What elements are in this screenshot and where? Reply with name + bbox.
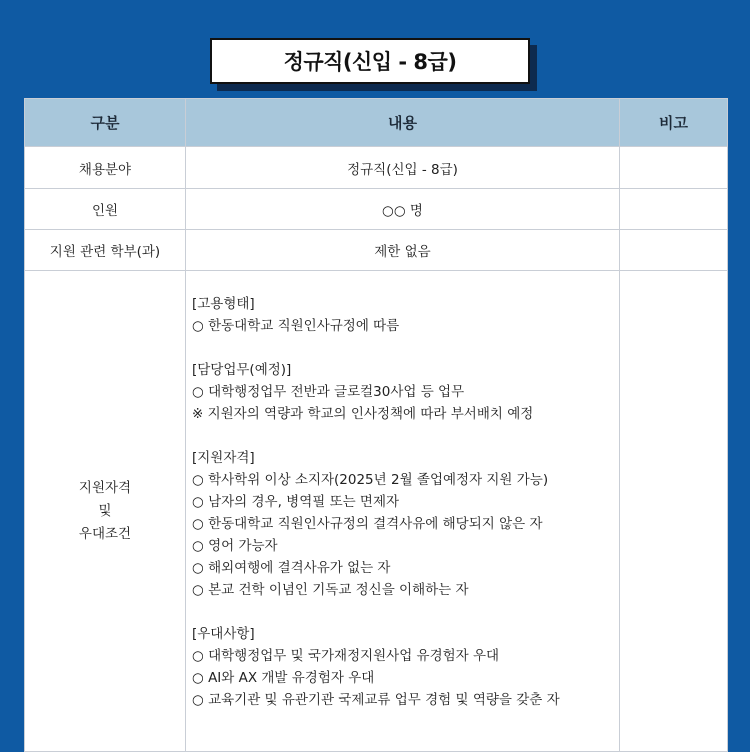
table-row xyxy=(25,230,728,271)
category-line: 지원자격 xyxy=(78,479,132,496)
list-item: ○ 대학행정업무 및 국가재정지원사업 유경험자 우대 xyxy=(192,648,500,664)
list-item: ○ 한동대학교 직원인사규정의 결격사유에 해당되지 않은 자 xyxy=(192,516,543,532)
row-content: ○○ 명 xyxy=(186,189,620,230)
list-item: ※ 지원자의 역량과 학교의 인사정책에 따라 부서배치 예정 xyxy=(192,406,534,422)
list-item: ○ 학사학위 이상 소지자(2025년 2월 졸업예정자 지원 가능) xyxy=(192,472,549,488)
list-item: ○ AI와 AX 개발 유경험자 우대 xyxy=(192,670,375,686)
qualification-category xyxy=(25,271,186,752)
table-row xyxy=(25,189,728,230)
category-line: 및 xyxy=(98,502,112,519)
table-row xyxy=(25,147,728,189)
header-content: 내용 xyxy=(186,99,620,147)
section-preferences xyxy=(192,623,619,711)
qualification-content xyxy=(186,271,620,752)
category-line: 우대조건 xyxy=(78,525,132,542)
row-category: 지원 관련 학부(과) xyxy=(25,230,186,271)
row-content: 정규직(신입 - 8급) xyxy=(186,147,620,189)
list-item: ○ 교육기관 및 유관기관 국제교류 업무 경험 및 역량을 갖춘 자 xyxy=(192,692,560,708)
list-item: ○ 한동대학교 직원인사규정에 따름 xyxy=(192,318,400,334)
section-eligibility xyxy=(192,447,619,601)
header-note: 비고 xyxy=(620,99,728,147)
list-item: ○ 영어 가능자 xyxy=(192,538,278,554)
qualification-note xyxy=(620,271,728,752)
header-category: 구분 xyxy=(25,99,186,147)
recruitment-table xyxy=(24,98,728,752)
page-title: 정규직(신입 - 8급) xyxy=(210,38,530,84)
section-heading: [우대사항] xyxy=(192,626,255,642)
table-row-qualification xyxy=(25,271,728,752)
row-category: 인원 xyxy=(25,189,186,230)
list-item: ○ 본교 건학 이념인 기독교 정신을 이해하는 자 xyxy=(192,582,469,598)
section-heading: [지원자격] xyxy=(192,450,255,466)
row-note xyxy=(620,230,728,271)
title-banner xyxy=(210,38,530,84)
section-duties xyxy=(192,359,619,425)
row-content: 제한 없음 xyxy=(186,230,620,271)
section-employment-type xyxy=(192,293,619,337)
table-header-row xyxy=(25,99,728,147)
row-note xyxy=(620,147,728,189)
section-heading: [담당업무(예정)] xyxy=(192,362,292,378)
row-category: 채용분야 xyxy=(25,147,186,189)
list-item: ○ 해외여행에 결격사유가 없는 자 xyxy=(192,560,391,576)
section-heading: [고용형태] xyxy=(192,296,255,312)
list-item: ○ 남자의 경우, 병역필 또는 면제자 xyxy=(192,494,400,510)
row-note xyxy=(620,189,728,230)
list-item: ○ 대학행정업무 전반과 글로컬30사업 등 업무 xyxy=(192,384,465,400)
